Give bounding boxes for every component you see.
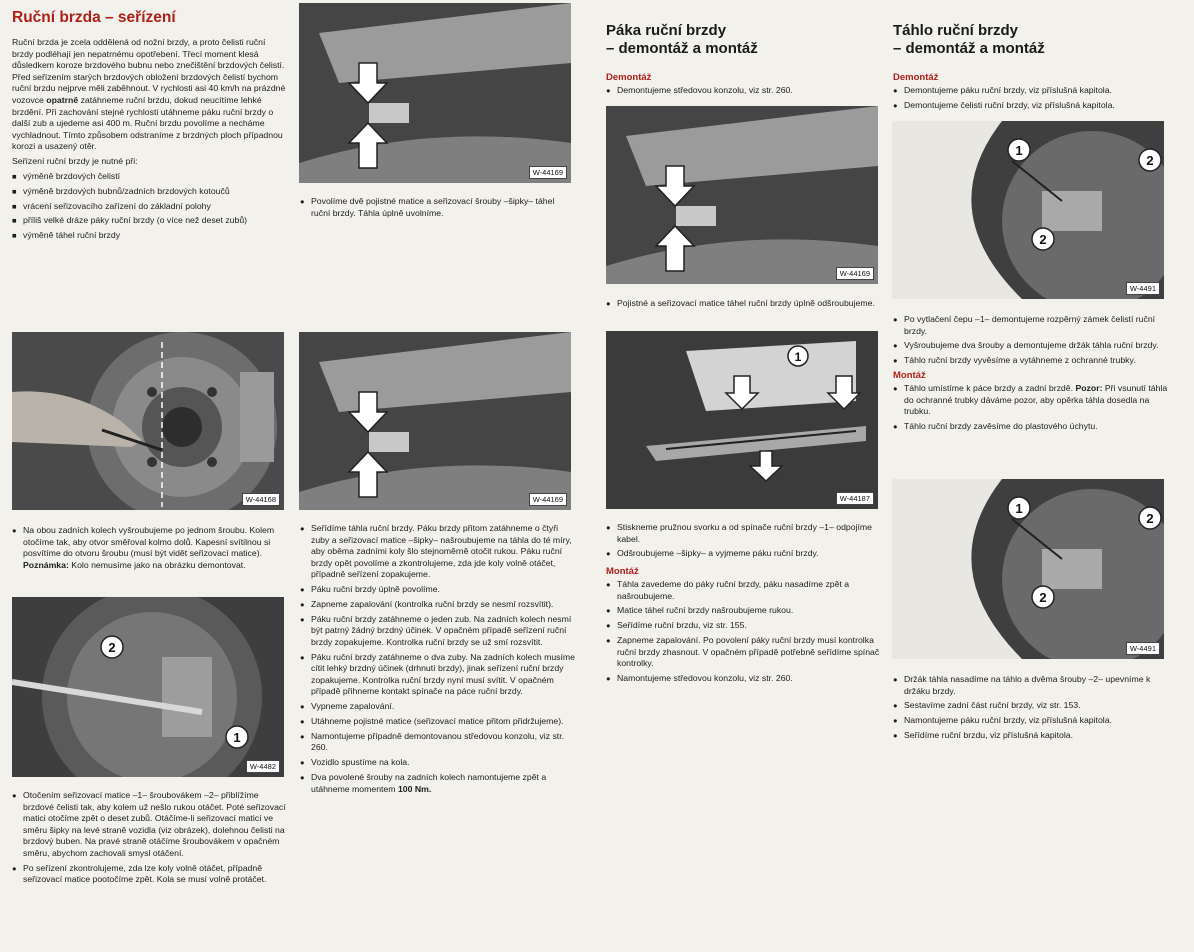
subsection-heading: Montáž <box>893 369 926 381</box>
list-item: ● Po vytlačení čepu –1– demontujeme rozpěrný zámek čelistí ruční brzdy. <box>893 314 1169 337</box>
column-4-mid <box>893 314 1169 436</box>
subsection-heading: Demontáž <box>606 72 652 83</box>
figure-code: W-44169 <box>529 166 567 179</box>
list-item: ● Demontujeme středovou konzolu, viz str. 260. <box>606 85 881 97</box>
intro-text: Ruční brzda je zcela oddělená od nožní brzdy, a proto čelisti ruční brzdy podléhají jen nepatrnému opotřebení. Třecí moment klesá důsledkem koroze brzdového bubnu nebo znečištění brzdových čelistí. Před seřízením starých brzdových obložení brzdových čelistí bychom ruční brzdu nejprve měli zaběhnout. V rychlosti asi 40 km/h na prázdné vozovce opatrně zatáhneme ruční brzdu, dokud neucítíme lehké brzdění. Při zachování stejné rychlosti utáhneme páku ruční brzdy o další zub a ujedeme asi 400 m. Ruční brzdu povolíme a necháme vychladnout. Tímto způsobem odstraníme z brzdných ploch případnou korozi a usazený otěr. <box>12 37 286 152</box>
subsection-heading: Demontáž <box>893 72 939 83</box>
list-item: ■ příliš velké dráze páky ruční brzdy (o více než deset zubů) <box>12 215 286 227</box>
list-item: ● Stiskneme pružnou svorku a od spínače ruční brzdy –1– odpojíme kabel. <box>606 522 881 545</box>
column-1-mid <box>12 525 286 575</box>
list-item: ■ výměně táhel ruční brzdy <box>12 230 286 242</box>
list-item: ● Zapneme zapalování (kontrolka ruční brzdy se nesmí rozsvítit). <box>300 599 576 611</box>
figure-code: W-4482 <box>246 760 280 773</box>
list-item: ● Páku ruční brzdy zatáhneme o dva zuby. Na zadních kolech musíme cítit lehký brzdný účinek (drhnutí brzdy), jinak seřízení ruční brzdy zopakujeme. Kontrolka ruční brzdy nyní musí svítit. V opačném případě přihneme kontakt spínače na páce ruční brzdy. <box>300 652 576 698</box>
list-item: ● Táhlo umístíme k páce brzdy a zadní brzdě. Pozor: Při vsunutí táhla do ochranné trubky dáváme pozor, aby opěrka táhla dosedla na trubku. <box>893 383 1169 418</box>
callout-1: 1 <box>1015 143 1023 158</box>
list-item: ● Pojistné a seřizovací matice táhel ruční brzdy úplně odšroubujeme. <box>606 298 881 310</box>
photo-handbrake-nuts <box>606 106 878 284</box>
wheel-hub-illustration <box>12 332 284 510</box>
figure-code: W-44187 <box>836 492 874 505</box>
list-item: ● Páku ruční brzdy zatáhneme o jeden zub. Na zadních kolech nesmí být patrný žádný brzdný účinek. V opačném případě seřízení ruční brzdy zopakujeme. Kontrolka ruční brzdy se už smí rozsvítit. <box>300 614 576 649</box>
brake-drum-illustration <box>12 597 284 777</box>
photo-wheel-hub <box>12 332 284 510</box>
figure-code: W-44169 <box>836 267 874 280</box>
section-title: Páka ruční brzdy – demontáž a montáž <box>606 22 758 57</box>
intro-block <box>12 37 286 242</box>
list-item: ● Táhla zavedeme do páky ruční brzdy, páku nasadíme zpět a našroubujeme. <box>606 579 881 602</box>
callout-1: 1 <box>1015 501 1023 516</box>
callout-2: 2 <box>1146 511 1154 526</box>
column-3-mid <box>606 298 881 313</box>
list-item: ● Namontujeme středovou konzolu, viz str. 260. <box>606 673 881 685</box>
brake-shoe-illustration-2 <box>892 479 1164 659</box>
callout-1: 1 <box>233 730 241 745</box>
list-item: ● Vyšroubujeme dva šrouby a demontujeme držák táhla ruční brzdy. <box>893 340 1169 352</box>
list-item: ● Odšroubujeme –šipky– a vyjmeme páku ruční brzdy. <box>606 548 881 560</box>
figure-code: W-4491 <box>1126 642 1160 655</box>
list-item: ● Držák táhla nasadíme na táhlo a dvěma šrouby –2– upevníme k držáku brzdy. <box>893 674 1169 697</box>
list-item: ● Namontujeme případně demontovanou středovou konzolu, viz str. 260. <box>300 731 576 754</box>
list-item: ● Seřídíme táhla ruční brzdy. Páku brzdy přitom zatáhneme o čtyři zuby a seřizovací matice –šipky– našroubujeme na táhla do té míry, aby oběma zadními koly šlo stejnoměrně otočit rukou. Páku ruční brzdy opět povolíme a zkontrolujeme, zda jde koly volně otáčet, případně seřízení zopakujeme. <box>300 523 576 581</box>
photo-handbrake-lever <box>606 331 878 509</box>
list-item: ● Utáhneme pojistné matice (seřizovací matice přitom přidržujeme). <box>300 716 576 728</box>
list-item: ● Sestavíme zadní část ruční brzdy, viz str. 153. <box>893 700 1169 712</box>
column-4-top <box>893 22 1169 115</box>
list-item: ● Otočením seřizovací matice –1– šroubovákem –2– přiblížíme brzdové čelisti tak, aby kolem už nešlo rukou otáčet. Poté seřizovací matici otočíme zpět o deset zubů. Otáčíme-li seřizovací maticí ve směru šipky na levé straně vozidla (viz obrázek), dolehnou čelisti na brzdový buben. Na pravé straně otáčíme šroubovákem v opačném směru, abychom zachovali smysl otáčení. <box>12 790 286 860</box>
callout-1: 1 <box>794 350 802 364</box>
list-item: ■ vrácení seřizovacího zařízení do základní polohy <box>12 201 286 213</box>
photo-brake-shoe-1 <box>892 121 1164 299</box>
list-item: ● Demontujeme páku ruční brzdy, viz příslušná kapitola. <box>893 85 1169 97</box>
callout-2: 2 <box>1146 153 1154 168</box>
callout-2: 2 <box>1039 590 1047 605</box>
list-item: ● Vypneme zapalování. <box>300 701 576 713</box>
list-item: ● Povolíme dvě pojistné matice a seřizovací šrouby –šipky– táhel ruční brzdy. Táhla úplně uvolníme. <box>300 196 572 219</box>
list-item: ● Páku ruční brzdy úplně povolíme. <box>300 584 576 596</box>
brake-shoe-illustration <box>892 121 1164 299</box>
list-item: ■ výměně brzdových bubnů/zadních brzdových kotoučů <box>12 186 286 198</box>
list-item: ● Seřídíme ruční brzdu, viz str. 155. <box>606 620 881 632</box>
figure-code: W-4491 <box>1126 282 1160 295</box>
figure-code: W-44169 <box>529 493 567 506</box>
list-item: ● Po seřízení zkontrolujeme, zda lze koly volně otáčet, případně seřizovací matice pootočíme zpět. Kola se musí volně protáčet. <box>12 863 286 886</box>
list-item: ● Seřídíme ruční brzdu, viz příslušná kapitola. <box>893 730 1169 742</box>
column-2-top <box>300 196 572 222</box>
column-3-bottom <box>606 522 881 688</box>
list-item: ● Dva povolené šrouby na zadních kolech namontujeme zpět a utáhneme momentem 100 Nm. <box>300 772 576 795</box>
callout-2: 2 <box>1039 232 1047 247</box>
list-item: ● Vozidlo spustíme na kola. <box>300 757 576 769</box>
cable-nuts-illustration <box>299 3 571 183</box>
list-item: ● Táhlo ruční brzdy zavěsíme do plastového úchytu. <box>893 421 1169 433</box>
figure-code: W-44168 <box>242 493 280 506</box>
list-item: ● Demontujeme čelisti ruční brzdy, viz příslušná kapitola. <box>893 100 1169 112</box>
column-1 <box>12 8 286 245</box>
handbrake-nuts-illustration <box>606 106 878 284</box>
photo-brake-drum <box>12 597 284 777</box>
list-item: ● Zapneme zapalování. Po povolení páky ruční brzdy musí kontrolka ruční brzdy zhasnout. V opačném případě potřebně seřídíme spínač kontrolky. <box>606 635 881 670</box>
list-item: ● Namontujeme páku ruční brzdy, viz příslušná kapitola. <box>893 715 1169 727</box>
need-list <box>12 171 286 243</box>
photo-cable-nuts <box>299 3 571 183</box>
section-title: Táhlo ruční brzdy – demontáž a montáž <box>893 22 1045 57</box>
column-1-bottom <box>12 790 286 889</box>
list-item: ● Na obou zadních kolech vyšroubujeme po jednom šroubu. Kolem otočíme tak, aby otvor směřoval kolmo dolů. Kapesní svítilnou si posvítíme do otvoru šroubu (musí být vidět seřizovací matice). Poznámka: Kolo nemusíme jako na obrázku demontovat. <box>12 525 286 571</box>
list-item: ■ výměně brzdových čelistí <box>12 171 286 183</box>
photo-cable-nuts-2 <box>299 332 571 510</box>
list-item: ● Táhlo ruční brzdy vyvěsíme a vytáhneme z ochranné trubky. <box>893 355 1169 367</box>
column-4-bottom <box>893 674 1169 745</box>
cable-nuts-illustration-2 <box>299 332 571 510</box>
subsection-heading: Montáž <box>606 565 639 577</box>
photo-brake-shoe-2 <box>892 479 1164 659</box>
column-2-bottom <box>300 523 576 798</box>
callout-2: 2 <box>108 640 116 655</box>
page-title: Ruční brzda – seřízení <box>12 9 176 26</box>
handbrake-lever-illustration <box>606 331 878 509</box>
need-text: Seřízení ruční brzdy je nutné při: <box>12 155 138 166</box>
list-item: ● Matice táhel ruční brzdy našroubujeme rukou. <box>606 605 881 617</box>
column-3-top <box>606 22 881 100</box>
